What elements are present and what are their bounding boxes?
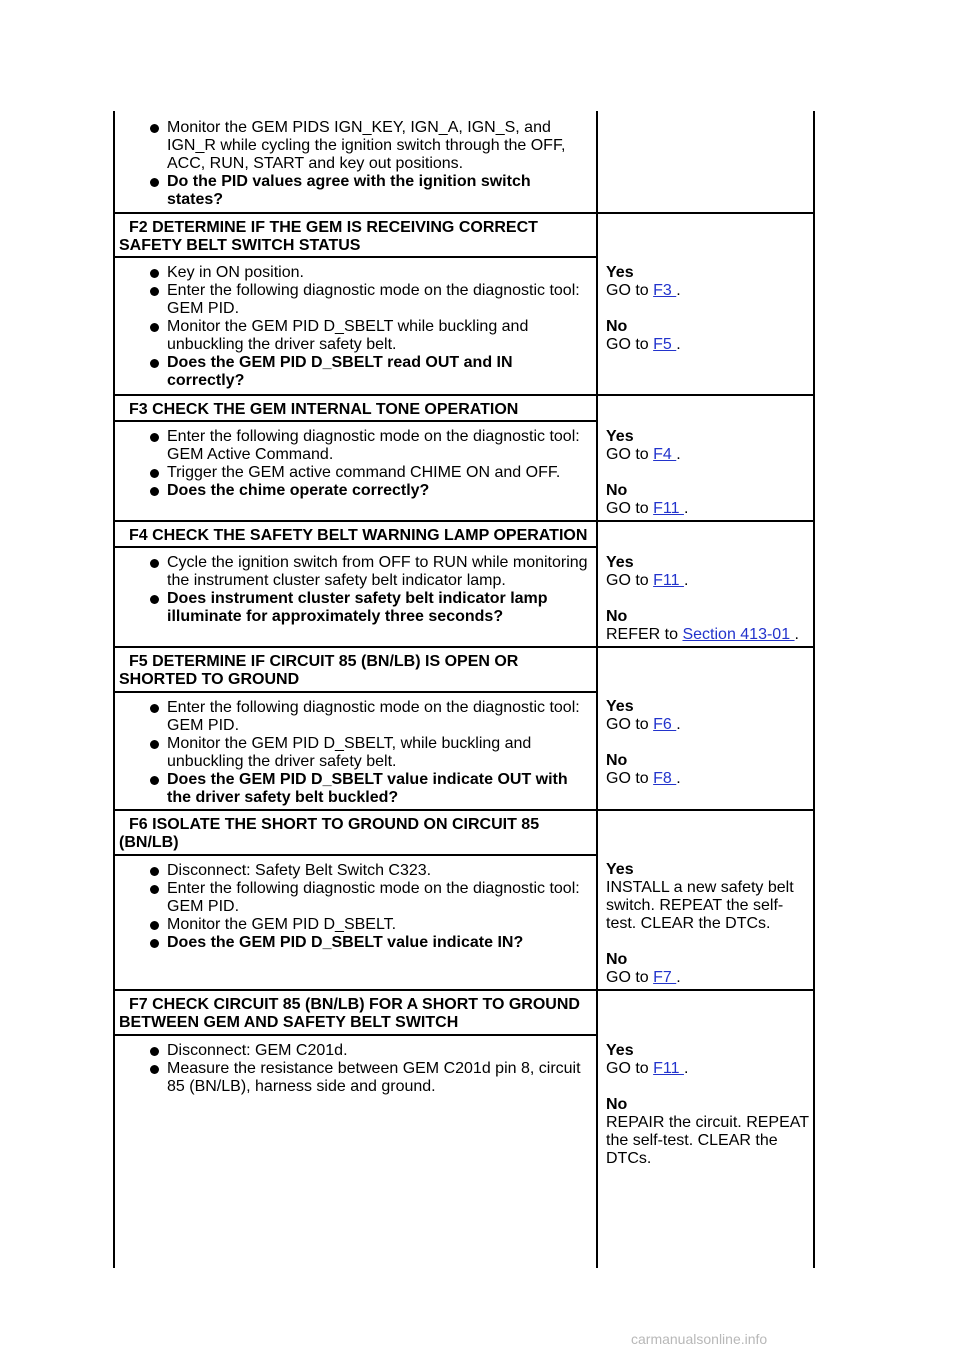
section-steps-f3 [150, 428, 590, 500]
step-item: Enter the following diagnostic mode on the diagnostic tool: GEM PID. [150, 880, 590, 916]
section-heading-f7: F7 CHECK CIRCUIT 85 (BN/LB) FOR A SHORT TO GROUND BETWEEN GEM AND SAFETY BELT SWITCH [119, 996, 580, 1031]
step-item: Monitor the GEM PID D_SBELT. [150, 916, 590, 934]
yes-action [606, 1060, 812, 1078]
yes-suffix: . [683, 572, 689, 589]
result-f5 [606, 698, 812, 788]
yes-action [606, 572, 812, 590]
no-prefix: GO to [606, 336, 654, 353]
no-action [606, 770, 812, 788]
step-question: Do the PID values agree with the ignition switch states? [150, 173, 590, 209]
section-steps-f6 [150, 862, 590, 952]
row-separator [115, 989, 815, 991]
heading-separator [115, 691, 598, 693]
no-prefix: REFER to [606, 626, 683, 643]
no-prefix: GO to [606, 500, 654, 517]
no-prefix: GO to [606, 770, 654, 787]
yes-prefix: GO to [606, 572, 654, 589]
table-border-right [813, 111, 815, 1268]
result-f2 [606, 264, 812, 354]
no-action: REPAIR the circuit. REPEAT the self-test. CLEAR the DTCs. [606, 1114, 809, 1167]
section-heading-f4: F4 CHECK THE SAFETY BELT WARNING LAMP OPERATION [129, 527, 588, 544]
heading-separator [115, 854, 598, 856]
no-label: No [606, 318, 628, 335]
yes-prefix: GO to [606, 716, 654, 733]
yes-action [606, 716, 812, 734]
no-suffix: . [794, 626, 799, 643]
no-label: No [606, 752, 628, 769]
section-steps-f4 [150, 554, 590, 626]
yes-label: Yes [606, 698, 634, 715]
section-heading-f5: F5 DETERMINE IF CIRCUIT 85 (BN/LB) IS OPEN OR SHORTED TO GROUND [119, 653, 519, 688]
yes-label: Yes [606, 861, 634, 878]
link-f5[interactable]: F5 [653, 336, 677, 353]
link-f7[interactable]: F7 [653, 969, 677, 986]
section-steps-f7 [150, 1042, 590, 1096]
yes-action: INSTALL a new safety belt switch. REPEAT the self-test. CLEAR the DTCs. [606, 879, 794, 932]
no-suffix: . [676, 770, 681, 787]
no-action [606, 500, 812, 518]
row-separator [115, 646, 815, 648]
step-question: Does the GEM PID D_SBELT value indicate IN? [150, 934, 590, 952]
link-f3[interactable]: F3 [653, 282, 677, 299]
yes-action [606, 446, 812, 464]
no-action [606, 626, 812, 644]
row-separator [115, 520, 815, 522]
no-label: No [606, 482, 628, 499]
step-item: Monitor the GEM PIDS IGN_KEY, IGN_A, IGN_S, and IGN_R while cycling the ignition switch through the OFF, ACC, RUN, START and key out positions. [150, 119, 590, 173]
step-item: Enter the following diagnostic mode on the diagnostic tool: GEM PID. [150, 699, 590, 735]
link-f11[interactable]: F11 [653, 1060, 684, 1077]
step-item: Cycle the ignition switch from OFF to RUN while monitoring the instrument cluster safety belt indicator lamp. [150, 554, 590, 590]
yes-label: Yes [606, 428, 634, 445]
no-prefix: GO to [606, 969, 654, 986]
no-suffix: . [676, 336, 681, 353]
step-question: Does the GEM PID D_SBELT value indicate OUT with the driver safety belt buckled? [150, 771, 590, 807]
yes-action [606, 282, 812, 300]
heading-separator [115, 1034, 598, 1036]
row-separator [115, 809, 815, 811]
no-action [606, 969, 812, 987]
link-f4[interactable]: F4 [653, 446, 677, 463]
row-separator [115, 212, 815, 214]
link-f11[interactable]: F11 [653, 572, 684, 589]
no-label: No [606, 951, 628, 968]
result-f7 [606, 1042, 812, 1168]
yes-suffix: . [676, 446, 681, 463]
link-f8[interactable]: F8 [653, 770, 677, 787]
step-item: Trigger the GEM active command CHIME ON and OFF. [150, 464, 590, 482]
yes-label: Yes [606, 554, 634, 571]
yes-prefix: GO to [606, 446, 654, 463]
heading-separator [115, 256, 598, 258]
yes-prefix: GO to [606, 1060, 654, 1077]
no-action [606, 336, 812, 354]
link-f11[interactable]: F11 [653, 500, 684, 517]
yes-prefix: GO to [606, 282, 654, 299]
step-question: Does the chime operate correctly? [150, 482, 590, 500]
yes-suffix: . [676, 282, 681, 299]
result-f3 [606, 428, 812, 518]
section-steps-f2 [150, 264, 590, 390]
no-label: No [606, 1096, 628, 1113]
result-f6 [606, 861, 812, 987]
yes-label: Yes [606, 1042, 634, 1059]
link-section-413-01[interactable]: Section 413-01 [682, 626, 795, 643]
section-heading-f3: F3 CHECK THE GEM INTERNAL TONE OPERATION [129, 401, 519, 418]
section-heading-f6: F6 ISOLATE THE SHORT TO GROUND ON CIRCUIT 85 (BN/LB) [119, 816, 540, 851]
heading-separator [115, 420, 598, 422]
section-heading-f2: F2 DETERMINE IF THE GEM IS RECEIVING CORRECT SAFETY BELT SWITCH STATUS [119, 219, 538, 254]
table-border-left [113, 111, 115, 1268]
step-item: Disconnect: Safety Belt Switch C323. [150, 862, 590, 880]
site-watermark: carmanualsonline.info [631, 1331, 768, 1347]
yes-label: Yes [606, 264, 634, 281]
no-suffix: . [683, 500, 689, 517]
step-question: Does the GEM PID D_SBELT read OUT and IN correctly? [150, 354, 590, 390]
step-item: Measure the resistance between GEM C201d pin 8, circuit 85 (BN/LB), harness side and ground. [150, 1060, 590, 1096]
heading-separator [115, 546, 598, 548]
intro-steps [150, 119, 590, 209]
link-f6[interactable]: F6 [653, 716, 677, 733]
section-steps-f5 [150, 699, 590, 807]
column-divider [596, 111, 598, 1268]
step-item: Monitor the GEM PID D_SBELT, while buckling and unbuckling the driver safety belt. [150, 735, 590, 771]
step-item: Key in ON position. [150, 264, 590, 282]
yes-suffix: . [676, 716, 681, 733]
step-item: Enter the following diagnostic mode on the diagnostic tool: GEM Active Command. [150, 428, 590, 464]
yes-suffix: . [683, 1060, 689, 1077]
row-separator [115, 394, 815, 396]
no-label: No [606, 608, 628, 625]
step-item: Disconnect: GEM C201d. [150, 1042, 590, 1060]
no-suffix: . [676, 969, 681, 986]
step-item: Monitor the GEM PID D_SBELT while buckling and unbuckling the driver safety belt. [150, 318, 590, 354]
step-item: Enter the following diagnostic mode on the diagnostic tool: GEM PID. [150, 282, 590, 318]
step-question: Does instrument cluster safety belt indicator lamp illuminate for approximately three seconds? [150, 590, 590, 626]
result-f4 [606, 554, 812, 644]
